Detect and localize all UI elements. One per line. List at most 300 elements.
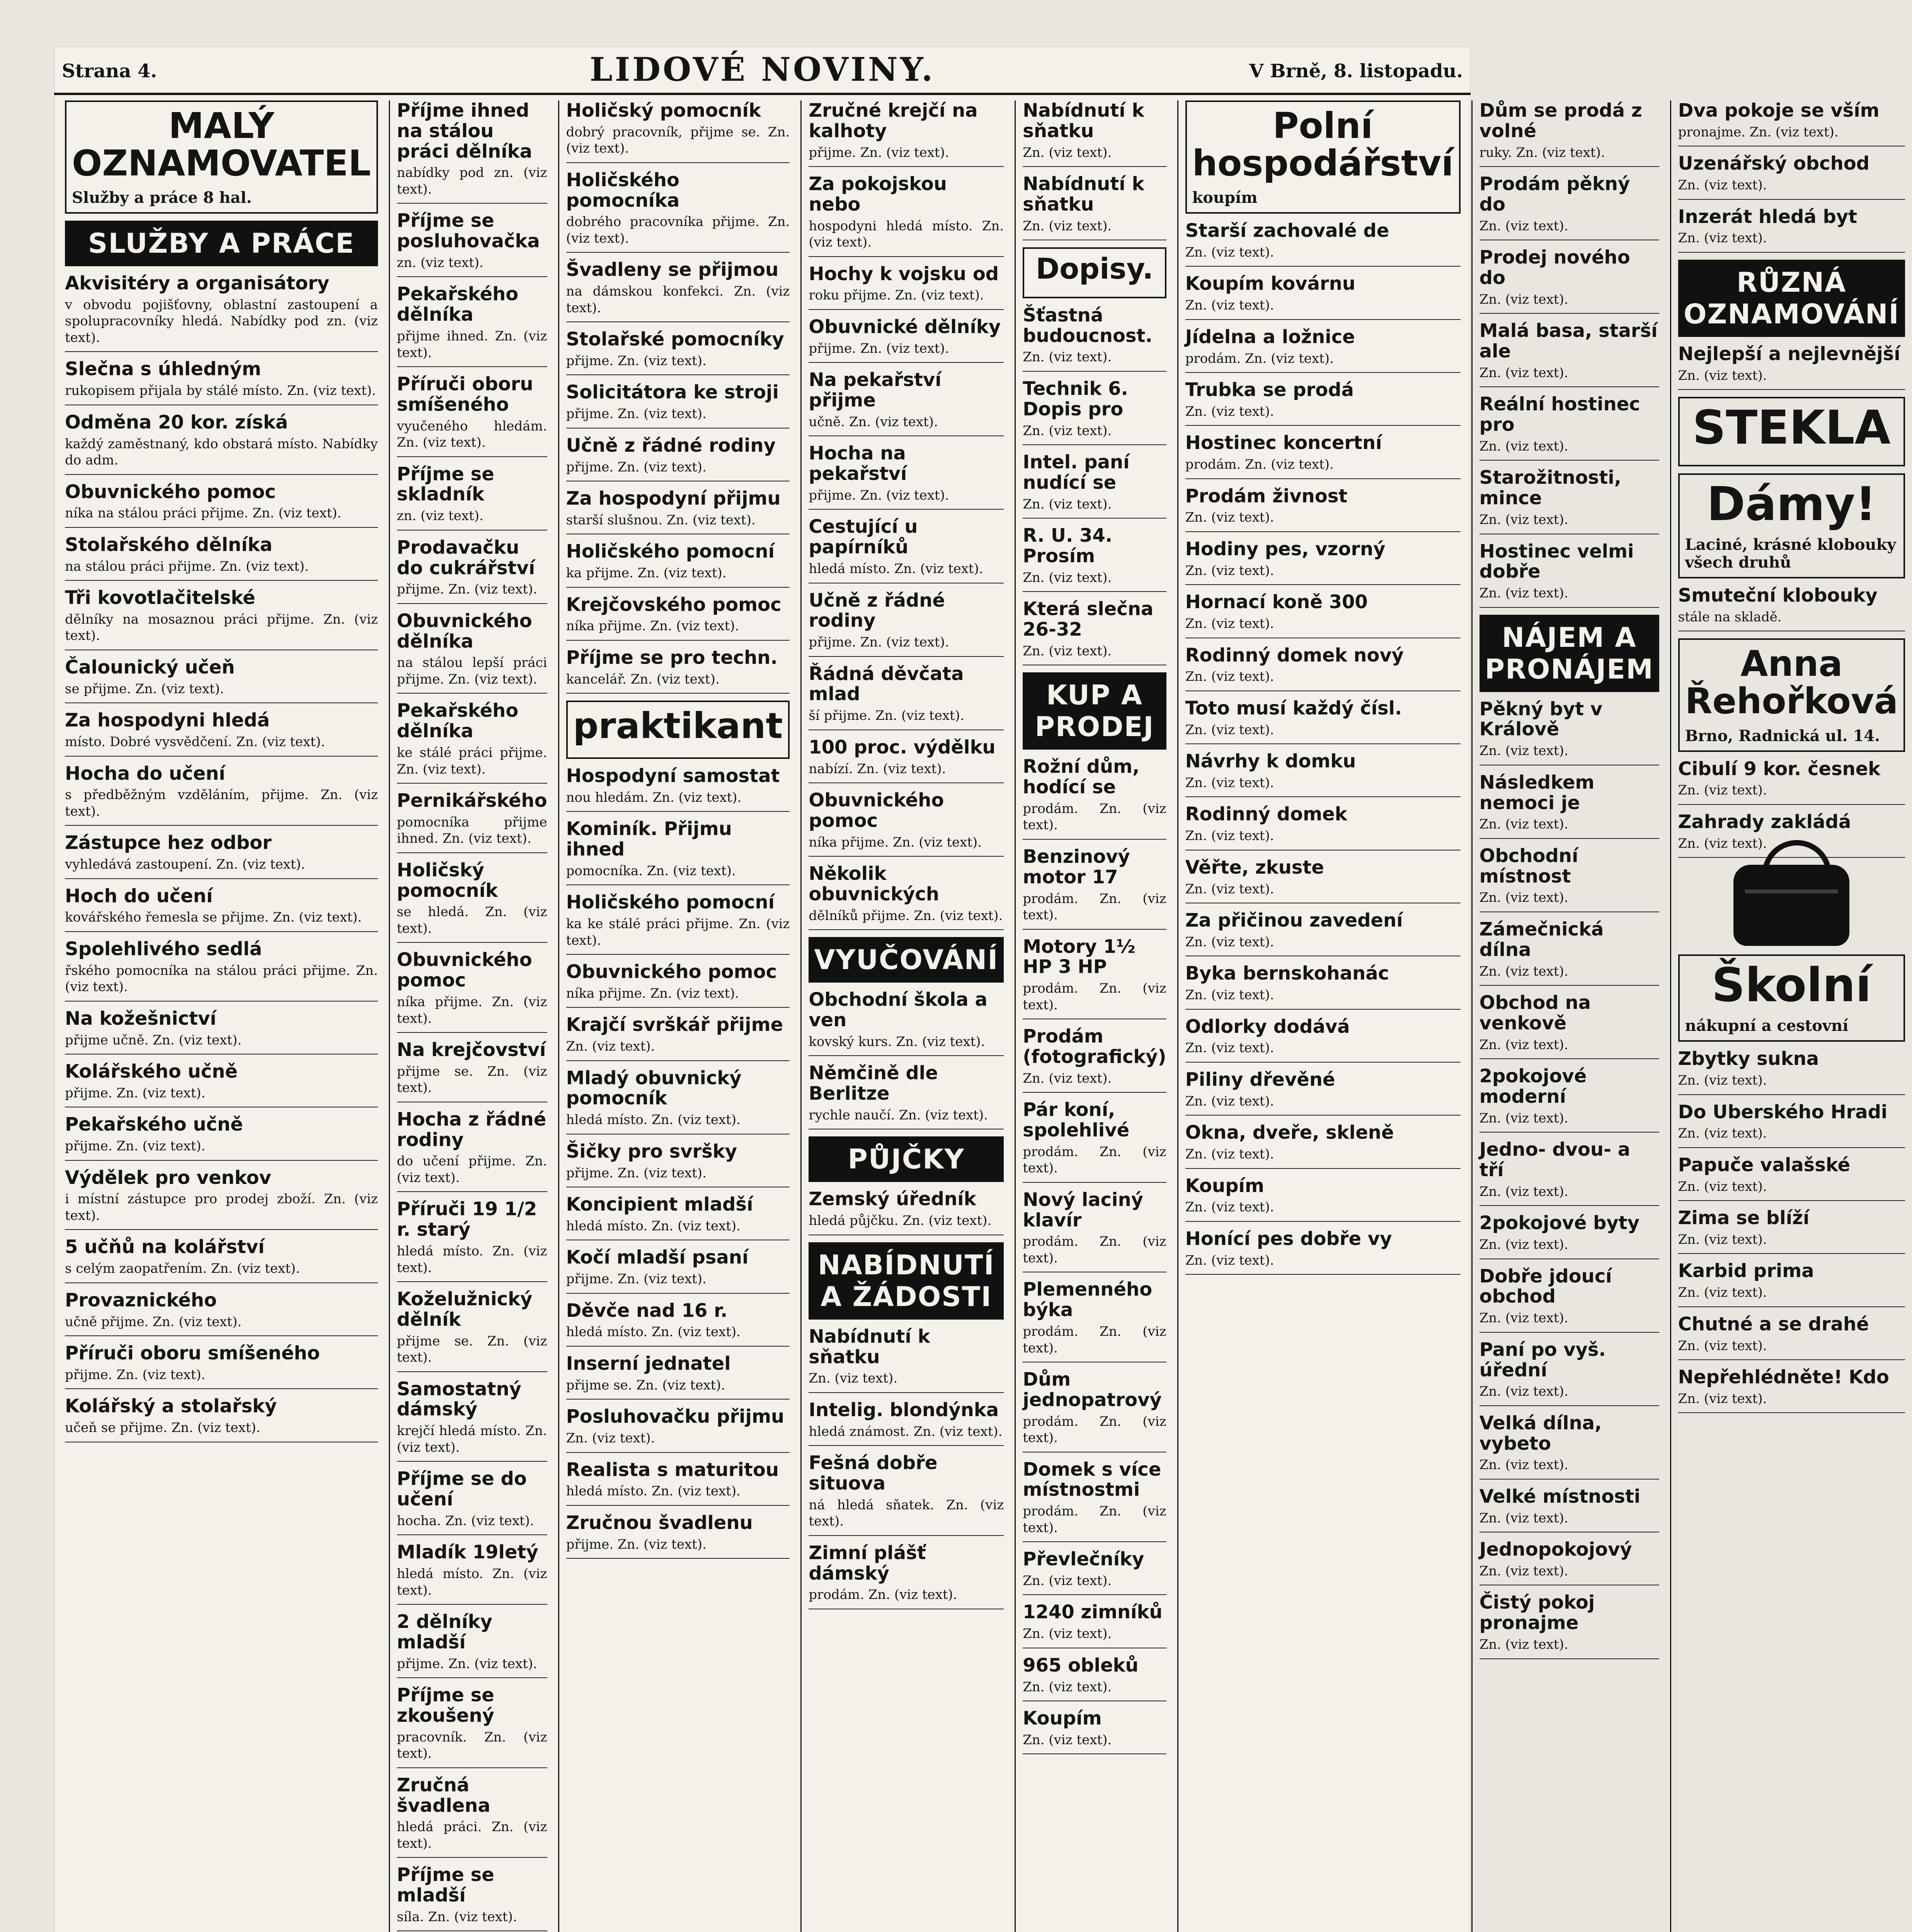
- column-5: [1015, 100, 1173, 1932]
- classified-ad: [397, 860, 547, 943]
- ad-text: se přijme. Zn. (viz text).: [65, 681, 224, 697]
- ad-text: Zn. (viz text).: [1185, 669, 1274, 685]
- ad-title: Zástupce hez odbor: [65, 832, 272, 854]
- classified-ad: [1023, 937, 1166, 1020]
- ad-title: Řádná děvčata mlad: [809, 663, 964, 705]
- ad-title: Inserní jednatel: [566, 1352, 731, 1374]
- classified-ad: [1023, 1026, 1166, 1093]
- classified-ad: [1185, 592, 1461, 638]
- ad-title: Uzenářský obchod: [1678, 153, 1870, 175]
- classified-ad: [1023, 847, 1166, 930]
- classified-ad: [65, 710, 378, 756]
- ad-text: Zn. (viz text).: [1479, 890, 1568, 906]
- classified-ad: [1185, 433, 1461, 479]
- ad-title: Prodavačku do cukrářství: [397, 536, 535, 579]
- ad-text: Zn. (viz text).: [1185, 1040, 1274, 1056]
- ad-text: Zn. (viz text).: [1678, 1231, 1767, 1247]
- section-banner: SLUŽBY A PRÁCE: [65, 221, 378, 266]
- ad-text: řského pomocníka na stálou práci přijme. Zn. (viz text).: [65, 963, 378, 995]
- ad-title: Benzinový motor 17: [1023, 845, 1130, 888]
- classified-ad: [65, 1114, 378, 1160]
- ad-title: Starší zachovalé de: [1185, 220, 1389, 242]
- ad-text: Zn. (viz text).: [1479, 1110, 1568, 1126]
- ad-title: Intel. paní nudící se: [1023, 451, 1130, 493]
- ad-title: Holičského pomocní: [566, 891, 775, 913]
- classified-ad: [1185, 963, 1461, 1009]
- classified-ad: [1023, 1459, 1166, 1543]
- ad-text: s celým zaopatřením. Zn. (viz text).: [65, 1261, 300, 1277]
- ad-text: Zn. (viz text).: [566, 1039, 655, 1054]
- ad-title: Zručnou švadlenu: [566, 1512, 753, 1534]
- ad-text: přijme. Zn. (viz text).: [65, 1367, 206, 1383]
- ad-text: hledá místo. Zn. (viz text).: [397, 1243, 547, 1276]
- classified-ad: [1480, 321, 1659, 387]
- headline-title: Anna Řehořková: [1685, 643, 1898, 722]
- classified-ad: [397, 100, 547, 204]
- ad-title: 2pokojové moderní: [1479, 1065, 1587, 1107]
- ad-title: Na kožešnictví: [65, 1007, 216, 1029]
- classified-ad: [1185, 1070, 1461, 1116]
- ad-text: se hledá. Zn. (viz text).: [397, 904, 547, 936]
- classified-ad: [809, 990, 1004, 1056]
- ad-title: Zemský úředník: [809, 1188, 976, 1210]
- ad-text: učeň se přijme. Zn. (viz text).: [65, 1420, 260, 1436]
- ad-text: ší přijme. Zn. (viz text).: [809, 708, 964, 724]
- ad-text: přijme. Zn. (viz text).: [809, 634, 949, 650]
- classified-ad: [1678, 1102, 1905, 1148]
- classified-ad: [397, 537, 547, 604]
- ad-title: Domek s více místnostmi: [1023, 1458, 1161, 1501]
- ad-text: Zn. (viz text).: [1185, 510, 1274, 526]
- classified-ad: [65, 1396, 378, 1442]
- ad-text: hledá místo. Zn. (viz text).: [566, 1218, 741, 1234]
- ad-title: Rodinný domek: [1185, 803, 1347, 825]
- ad-text: učně. Zn. (viz text).: [809, 414, 938, 430]
- classified-ad: [566, 1301, 790, 1347]
- classified-ad: [1023, 599, 1166, 665]
- ad-text: krejčí hledá místo. Zn. (viz text).: [397, 1423, 547, 1455]
- ad-title: Kolářského učně: [65, 1061, 238, 1083]
- ad-text: přijme. Zn. (viz text).: [566, 459, 707, 475]
- issue-date: V Brně, 8. listopadu.: [1249, 60, 1463, 82]
- classified-ad: [566, 1460, 790, 1506]
- ad-text: přijme. Zn. (viz text).: [65, 1085, 206, 1101]
- ad-text: Zn. (viz text).: [1185, 828, 1274, 844]
- ad-text: Zn. (viz text).: [1023, 643, 1112, 659]
- ad-text: prodám. Zn. (viz text).: [1185, 457, 1334, 473]
- classified-ad: [1678, 207, 1905, 253]
- ad-text: hledá místo. Zn. (viz text).: [566, 1324, 741, 1340]
- ad-text: Zn. (viz text).: [1185, 1146, 1274, 1162]
- classified-ad: [1678, 759, 1905, 805]
- ad-title: Za přičinou zavedení: [1185, 910, 1403, 932]
- ad-text: na stálou práci přijme. Zn. (viz text).: [65, 558, 309, 574]
- classified-ad: [566, 1015, 790, 1061]
- classified-ad: [1185, 698, 1461, 744]
- newspaper-page: [54, 46, 1900, 1932]
- classified-ad: [566, 1406, 790, 1452]
- ad-title: Odlorky dodává: [1185, 1015, 1350, 1037]
- column-3: [558, 100, 797, 1932]
- ad-title: Zámečnická dílna: [1479, 918, 1604, 961]
- ad-text: nabízí. Zn. (viz text).: [809, 761, 946, 777]
- ad-text: prodám. Zn. (viz text).: [1185, 350, 1334, 366]
- ad-title: Příjme se mladší: [397, 1864, 494, 1906]
- ad-text: prodám. Zn. (viz text).: [1023, 1324, 1166, 1356]
- ad-text: Zn. (viz text).: [1479, 1184, 1568, 1199]
- ad-title: Koupím: [1023, 1708, 1102, 1730]
- ad-title: Koupím: [1185, 1175, 1264, 1197]
- headline-title: Školní: [1711, 959, 1871, 1013]
- ad-title: Nabídnutí k sňatku: [1023, 173, 1144, 215]
- ad-text: Zn. (viz text).: [1678, 1179, 1767, 1194]
- ad-title: Výdělek pro venkov: [65, 1167, 271, 1189]
- ad-title: Za hospodyní přijmu: [566, 488, 781, 510]
- ad-title: Toto musí každý čísl.: [1185, 697, 1402, 719]
- classified-ad: [1185, 539, 1461, 585]
- classified-ad: [65, 1061, 378, 1107]
- ad-text: pomocníka. Zn. (viz text).: [566, 863, 736, 879]
- ad-title: Kolářský a stolařský: [65, 1395, 277, 1417]
- ad-title: Dům jednopatrový: [1023, 1369, 1162, 1411]
- ad-title: Kočí mladší psaní: [566, 1247, 749, 1269]
- ad-title: Nový laciný klavír: [1023, 1189, 1143, 1231]
- column-6: [1177, 100, 1468, 1932]
- headline-subtitle: nákupní a cestovní: [1685, 1017, 1849, 1035]
- ad-title: Věřte, zkuste: [1185, 856, 1324, 878]
- ad-title: Rodinný domek nový: [1185, 644, 1404, 666]
- ad-title: Velké místnosti: [1479, 1485, 1641, 1507]
- ad-text: dělníků přijme. Zn. (viz text).: [809, 908, 1003, 923]
- column-7: [1471, 100, 1666, 1932]
- ad-text: v obvodu pojišťovny, oblastní zastoupení a spolupracovníky hledá. Nabídky pod zn. (viz text).: [65, 297, 378, 345]
- ad-title: Malá basa, starší ale: [1479, 320, 1658, 362]
- ad-text: přijme. Zn. (viz text).: [566, 406, 707, 422]
- classified-ad: [1480, 1066, 1659, 1133]
- ad-title: Příjme se posluhovačka: [397, 210, 540, 252]
- ad-text: přijme. Zn. (viz text).: [566, 1165, 707, 1181]
- ad-title: Hocha na pekařství: [809, 442, 907, 485]
- ad-title: Nabídnutí k sňatku: [809, 1325, 930, 1368]
- ad-title: Převlečníky: [1023, 1548, 1144, 1570]
- ad-title: Velká dílna, vybeto: [1479, 1412, 1602, 1454]
- classified-ad: [809, 737, 1004, 783]
- ad-text: Zn. (viz text).: [1479, 1563, 1568, 1579]
- ad-text: místo. Dobré vysvědčení. Zn. (viz text).: [65, 734, 325, 750]
- classified-ad: [809, 864, 1004, 930]
- classified-ad: [397, 1865, 547, 1931]
- classified-ad: [1480, 394, 1659, 461]
- ad-title: Okna, dveře, skleně: [1185, 1122, 1394, 1144]
- classified-ad: [65, 886, 378, 932]
- classified-ad: [566, 648, 790, 694]
- ad-text: na dámskou konfekci. Zn. (viz text).: [566, 284, 790, 316]
- ad-text: i místní zástupce pro prodej zboží. Zn. (viz text).: [65, 1191, 378, 1223]
- column-1: [58, 100, 385, 1932]
- ad-text: kovářského řemesla se přijme. Zn. (viz text).: [65, 910, 362, 925]
- ad-text: Zn. (viz text).: [566, 1430, 655, 1446]
- classified-ad: [65, 1168, 378, 1230]
- classified-ad: [397, 374, 547, 457]
- classified-ad: [1678, 585, 1905, 631]
- classified-ad: [65, 833, 378, 879]
- ad-title: Obuvnického pomoc: [566, 961, 777, 983]
- classified-ad: [1678, 1261, 1905, 1307]
- ad-text: ruky. Zn. (viz text).: [1479, 145, 1605, 160]
- ad-text: přijme se. Zn. (viz text).: [397, 1333, 547, 1366]
- ad-text: hledá práci. Zn. (viz text).: [397, 1819, 547, 1851]
- classified-ad: [1185, 380, 1461, 426]
- ad-text: Zn. (viz text).: [1185, 987, 1274, 1003]
- ad-title: Slečna s úhledným: [65, 358, 261, 380]
- classified-ad: [65, 535, 378, 581]
- classified-ad: [809, 264, 1004, 310]
- classified-ad: [397, 211, 547, 277]
- classified-ad: [566, 766, 790, 812]
- classified-ad: [566, 1513, 790, 1559]
- ad-title: Cestující u papírníků: [809, 516, 918, 558]
- classified-ad: [809, 517, 1004, 583]
- classified-ad: [1185, 1122, 1461, 1168]
- classified-ad: [1185, 645, 1461, 691]
- classified-ad: [1023, 379, 1166, 445]
- classified-ad: [1480, 919, 1659, 986]
- ad-title: Tři kovotlačitelské: [65, 587, 255, 609]
- ad-title: Čalounický učeň: [65, 656, 235, 678]
- classified-ad: [1480, 993, 1659, 1059]
- ad-title: Čistý pokoj pronajme: [1479, 1592, 1595, 1634]
- classified-ad: [397, 1199, 547, 1282]
- classified-ad: [1023, 526, 1166, 592]
- ad-text: prodám. Zn. (viz text).: [1023, 1413, 1166, 1446]
- classified-ad: [566, 170, 790, 253]
- classified-ad: [397, 611, 547, 694]
- ad-text: Zn. (viz text).: [1479, 1037, 1568, 1053]
- headline-title: STEKLA: [1692, 401, 1891, 455]
- classified-ad: [566, 819, 790, 885]
- headline-box: [566, 701, 790, 759]
- ad-title: Učně z řádné rodiny: [566, 434, 776, 456]
- ad-text: hledá místo. Zn. (viz text).: [566, 1112, 741, 1128]
- ad-text: Zn. (viz text).: [1678, 1073, 1767, 1088]
- classified-ad: [1480, 247, 1659, 314]
- ad-text: Zn. (viz text).: [1678, 367, 1767, 383]
- ad-text: vyučeného hledám. Zn. (viz text).: [397, 418, 547, 451]
- ad-title: Pekařského učně: [65, 1114, 243, 1136]
- ad-title: Kominík. Přijmu ihned: [566, 818, 732, 860]
- ad-title: Obchod na venkově: [1479, 992, 1591, 1034]
- classified-ad: [1480, 1213, 1659, 1259]
- ad-title: Plemenného býka: [1023, 1279, 1153, 1321]
- ad-title: Solicitátora ke stroji: [566, 381, 779, 403]
- ad-text: Zn. (viz text).: [1023, 570, 1112, 585]
- ad-title: Pernikářského: [397, 790, 547, 812]
- section-banner: KUP A PRODEJ: [1023, 672, 1166, 750]
- ad-text: ka přijme. Zn. (viz text).: [566, 565, 727, 581]
- ad-title: Inzerát hledá byt: [1678, 206, 1858, 228]
- ad-text: hledá půjčku. Zn. (viz text).: [809, 1213, 992, 1229]
- columns-container: [58, 100, 1900, 1932]
- classified-ad: [1023, 174, 1166, 240]
- headline-box: [65, 100, 378, 214]
- headline-box: [1678, 954, 1905, 1042]
- classified-ad: [1023, 1655, 1166, 1701]
- ad-text: přijme. Zn. (viz text).: [566, 353, 707, 369]
- ad-text: Zn. (viz text).: [809, 1371, 898, 1386]
- classified-ad: [1480, 1139, 1659, 1206]
- headline-box: [1185, 100, 1461, 214]
- ad-text: Zn. (viz text).: [1023, 1732, 1112, 1748]
- ad-text: Zn. (viz text).: [1185, 563, 1274, 578]
- ad-text: učně přijme. Zn. (viz text).: [65, 1314, 242, 1330]
- ad-title: Příjme se pro techn.: [566, 646, 778, 668]
- classified-ad: [566, 1141, 790, 1187]
- ad-title: 2 dělníky mladší: [397, 1611, 492, 1653]
- classified-ad: [1023, 1190, 1166, 1273]
- classified-ad: [397, 701, 547, 784]
- classified-ad: [397, 1685, 547, 1768]
- classified-ad: [397, 1040, 547, 1102]
- ad-text: dobrý pracovník, přijme se. Zn. (viz text).: [566, 124, 790, 156]
- classified-ad: [566, 962, 790, 1008]
- classified-ad: [1185, 1176, 1461, 1222]
- ad-title: Pěkný byt v Králově: [1479, 698, 1603, 740]
- classified-ad: [397, 791, 547, 853]
- ad-text: dobrého pracovníka přijme. Zn. (viz text).: [566, 214, 790, 246]
- classified-ad: [566, 488, 790, 534]
- classified-ad: [1678, 1314, 1905, 1360]
- classified-ad: [566, 595, 790, 641]
- headline-title: MALÝ OZNAMOVATEL: [72, 105, 371, 184]
- ad-text: Zn. (viz text).: [1185, 1252, 1274, 1268]
- ad-text: Zn. (viz text).: [1479, 816, 1568, 832]
- ad-title: Obuvnického pomoc: [809, 789, 944, 832]
- ad-text: Zn. (viz text).: [1023, 349, 1112, 365]
- ad-title: 100 proc. výdělku: [809, 736, 996, 758]
- classified-ad: [1185, 910, 1461, 956]
- ad-text: hocha. Zn. (viz text).: [397, 1513, 534, 1529]
- classified-ad: [566, 892, 790, 955]
- ad-title: Zimní plášť dámský: [809, 1542, 926, 1584]
- ad-text: pomocníka přijme ihned. Zn. (viz text).: [397, 814, 547, 847]
- ad-title: Děvče nad 16 r.: [566, 1299, 728, 1321]
- ad-title: Hoch do učení: [65, 885, 213, 907]
- classified-ad: [397, 284, 547, 367]
- classified-ad: [566, 100, 790, 163]
- ad-text: Zn. (viz text).: [1023, 1626, 1112, 1642]
- section-banner: RŮZNÁ OZNAMOVÁNÍ: [1678, 260, 1905, 337]
- ad-title: Krajčí svrškář přijme: [566, 1014, 783, 1036]
- ad-text: Zn. (viz text).: [1185, 403, 1274, 419]
- ad-text: Zn. (viz text).: [1023, 218, 1112, 234]
- classified-ad: [1678, 1049, 1905, 1095]
- ad-title: Příjme se zkoušený: [397, 1684, 494, 1726]
- ad-text: Zn. (viz text).: [1185, 881, 1274, 897]
- ad-title: Která slečna 26-32: [1023, 598, 1154, 641]
- ad-title: Zručné krejčí na kalhoty: [809, 100, 978, 142]
- classified-ad: [1678, 100, 1905, 146]
- ad-text: Zn. (viz text).: [1479, 585, 1568, 601]
- ad-text: pronajme. Zn. (viz text).: [1678, 124, 1839, 140]
- section-box: [1023, 247, 1166, 298]
- ad-text: níka přijme. Zn. (viz text).: [397, 994, 547, 1026]
- ad-text: na stálou lepší práci přijme. Zn. (viz text).: [397, 655, 547, 687]
- classified-ad: [809, 443, 1004, 510]
- ad-title: Prodám živnost: [1185, 485, 1348, 507]
- ad-title: Mladý obuvnický pomocník: [566, 1067, 742, 1109]
- classified-ad: [1480, 1486, 1659, 1532]
- ad-title: Byka bernskohanác: [1185, 963, 1389, 985]
- ad-title: Nejlepší a nejlevnější: [1678, 343, 1900, 365]
- classified-ad: [1678, 344, 1905, 390]
- ad-title: Obchodní škola a ven: [809, 989, 987, 1031]
- ad-text: Zn. (viz text).: [1023, 496, 1112, 512]
- ad-text: přijme. Zn. (viz text).: [566, 1536, 707, 1552]
- classified-ad: [1480, 541, 1659, 608]
- ad-text: hledá místo. Zn. (viz text).: [397, 1566, 547, 1598]
- classified-ad: [1480, 468, 1659, 534]
- classified-ad: [397, 1775, 547, 1858]
- ad-text: přijme. Zn. (viz text).: [397, 1656, 537, 1672]
- column-2: [389, 100, 554, 1932]
- ad-text: hledá místo. Zn. (viz text).: [566, 1483, 741, 1499]
- classified-ad: [809, 370, 1004, 436]
- ad-text: hospodyni hledá místo. Zn. (viz text).: [809, 218, 1004, 250]
- ad-title: Odměna 20 kor. získá: [65, 411, 288, 433]
- ad-title: Posluhovačku přijmu: [566, 1406, 785, 1428]
- newspaper-title: LIDOVÉ NOVINY.: [589, 50, 935, 88]
- ad-title: Návrhy k domku: [1185, 750, 1356, 772]
- ad-text: Zn. (viz text).: [1023, 1679, 1112, 1695]
- ad-text: přijme učně. Zn. (viz text).: [65, 1032, 242, 1048]
- classified-ad: [566, 260, 790, 322]
- ad-title: Prodám (fotografický): [1023, 1026, 1166, 1068]
- classified-ad: [1023, 1100, 1166, 1183]
- ad-text: nou hledám. Zn. (viz text).: [566, 789, 742, 805]
- ad-text: Zn. (viz text).: [1023, 1573, 1112, 1588]
- ad-title: Příjme se skladník: [397, 463, 494, 505]
- column-8: [1670, 100, 1912, 1932]
- classified-ad: [1185, 327, 1461, 373]
- ad-title: Za hospodyni hledá: [65, 709, 270, 731]
- ad-title: Koncipient mladší: [566, 1194, 753, 1216]
- ad-text: každý zaměstnaný, kdo obstará místo. Nabídky do adm.: [65, 436, 378, 468]
- ad-text: Zn. (viz text).: [1185, 722, 1274, 738]
- classified-ad: [1185, 751, 1461, 797]
- ad-text: Zn. (viz text).: [1479, 438, 1568, 454]
- headline-box: [1678, 638, 1905, 752]
- ad-text: prodám. Zn. (viz text).: [1023, 891, 1166, 923]
- ad-text: přijme. Zn. (viz text).: [65, 1138, 206, 1154]
- classified-ad: [397, 1542, 547, 1605]
- ad-title: Holičského pomocní: [566, 541, 775, 563]
- classified-ad: [1678, 153, 1905, 199]
- ad-text: nabídky pod zn. (viz text).: [397, 165, 547, 197]
- ad-title: Cibulí 9 kor. česnek: [1678, 758, 1881, 780]
- ad-text: níka přijme. Zn. (viz text).: [809, 834, 982, 850]
- ad-text: Zn. (viz text).: [1678, 1391, 1767, 1406]
- ad-title: Hospodyní samostat: [566, 765, 780, 787]
- ad-title: Příruči oboru smíšeného: [397, 373, 533, 415]
- classified-ad: [1023, 1549, 1166, 1595]
- headline-box: [1678, 397, 1905, 466]
- classified-ad: [566, 541, 790, 587]
- ad-title: Holičského pomocníka: [566, 169, 680, 211]
- classified-ad: [397, 950, 547, 1033]
- classified-ad: [65, 1009, 378, 1054]
- ad-text: zn. (viz text).: [397, 255, 484, 270]
- classified-ad: [65, 588, 378, 650]
